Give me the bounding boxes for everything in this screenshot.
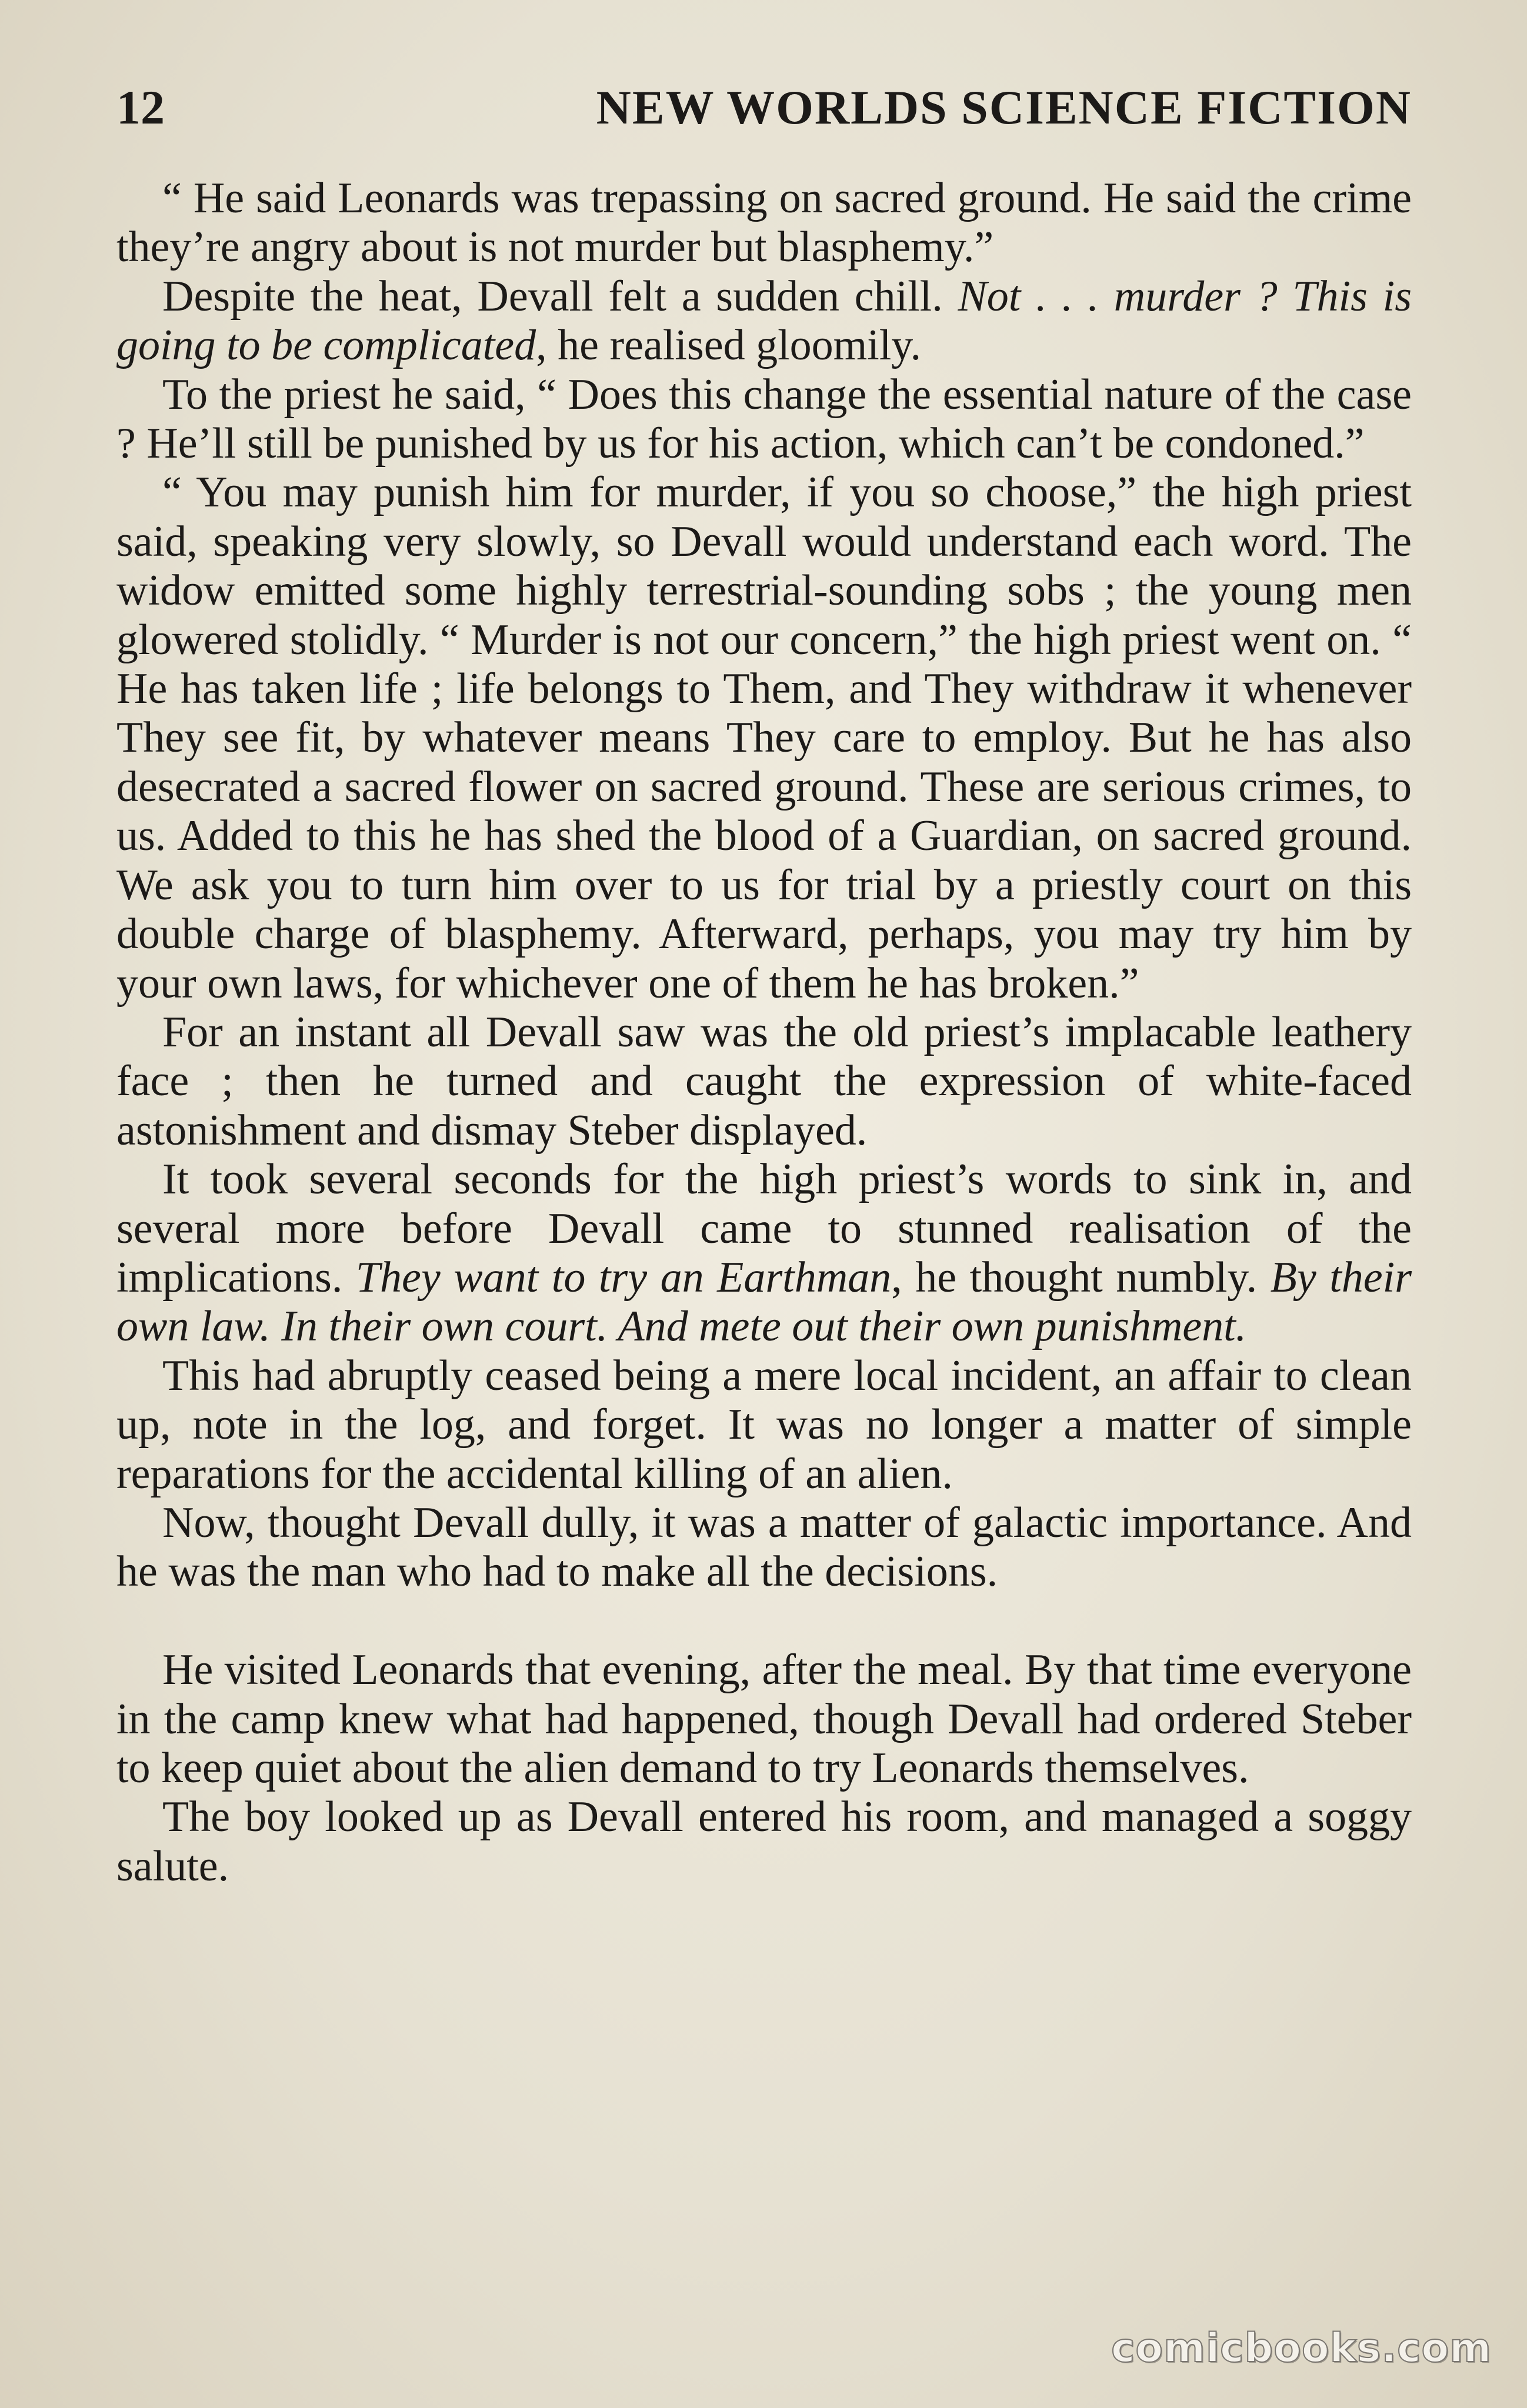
paragraph [116,1008,1412,1155]
italic-text-run: By their own law. In their own court. And mete out their own punishment. [116,1253,1412,1351]
paragraph [116,1352,1412,1499]
text-run: , he thought numbly. [891,1253,1271,1302]
text-run: He visited Leonards that evening, after the meal. By that time everyone in the camp knew what had happened, though Devall had ordered Steber to keep quiet about the alien demand to try Leonards themselves. [116,1646,1412,1792]
paragraph [116,174,1412,272]
text-run: The boy looked up as Devall entered his room, and managed a soggy salute. [116,1793,1412,1890]
text-run: , he realised gloomily. [536,321,921,370]
text-run: It took several seconds for the high priest’s words to sink in, and several more before Devall came to stunned realisation of the implications. [116,1155,1412,1302]
text-run: Now, thought Devall dully, it was a matter of galactic importance. And he was the man who had to make all the decisions. [116,1498,1412,1596]
italic-text-run: Not . . . murder ? This is going to be complicated [116,272,1412,370]
paragraph [116,371,1412,469]
page-number: 12 [116,81,165,134]
story-text [116,174,1412,1891]
text-run: This had abruptly ceased being a mere local incident, an affair to clean up, note in the log, and forget. It was no longer a matter of simple reparations for the accidental killing of an alien. [116,1351,1412,1498]
paragraph [116,1646,1412,1793]
text-run: “ You may punish him for murder, if you so choose,” the high priest said, speaking very slowly, so Devall would understand each word. The widow emitted some highly terrestrial-sounding sobs ; the young men glowered stolidly. “ Murder is not our concern,” the high priest went on. “ He has taken life ; life belongs to Them, and They withdraw it whenever They see fit, by whatever means They care to employ. But he has also desecrated a sacred flower on sacred ground. These are serious crimes, to us. Added to this he has shed the blood of a Guardian, on sacred ground. We ask you to turn him over to us for trial by a priestly court on this double charge of blasphemy. Afterward, perhaps, you may try him by your own laws, for whichever one of them he has broken.” [116,468,1412,1008]
paragraph [116,272,1412,371]
page-header [116,75,1412,140]
paragraph [116,1155,1412,1352]
site-watermark: comicbooks.com [1111,2325,1492,2372]
paragraph [116,1499,1412,1597]
paragraph [116,1793,1412,1891]
running-title: NEW WORLDS SCIENCE FICTION [596,81,1412,134]
italic-text-run: They want to try an Earthman [355,1253,892,1302]
text-run: “ He said Leonards was trepassing on sacred ground. He said the crime they’re angry about is not murder but blasphemy.” [116,174,1412,272]
text-run: Despite the heat, Devall felt a sudden chill. [162,272,958,321]
text-run: To the priest he said, “ Does this change the essential nature of the case ? He’ll still be punished by us for his action, which can’t be condoned.” [116,370,1412,468]
text-run: For an instant all Devall saw was the old priest’s implacable leathery face ; then he turned and caught the expression of white-faced astonishment and dismay Steber displayed. [116,1008,1412,1155]
paragraph [116,468,1412,1008]
